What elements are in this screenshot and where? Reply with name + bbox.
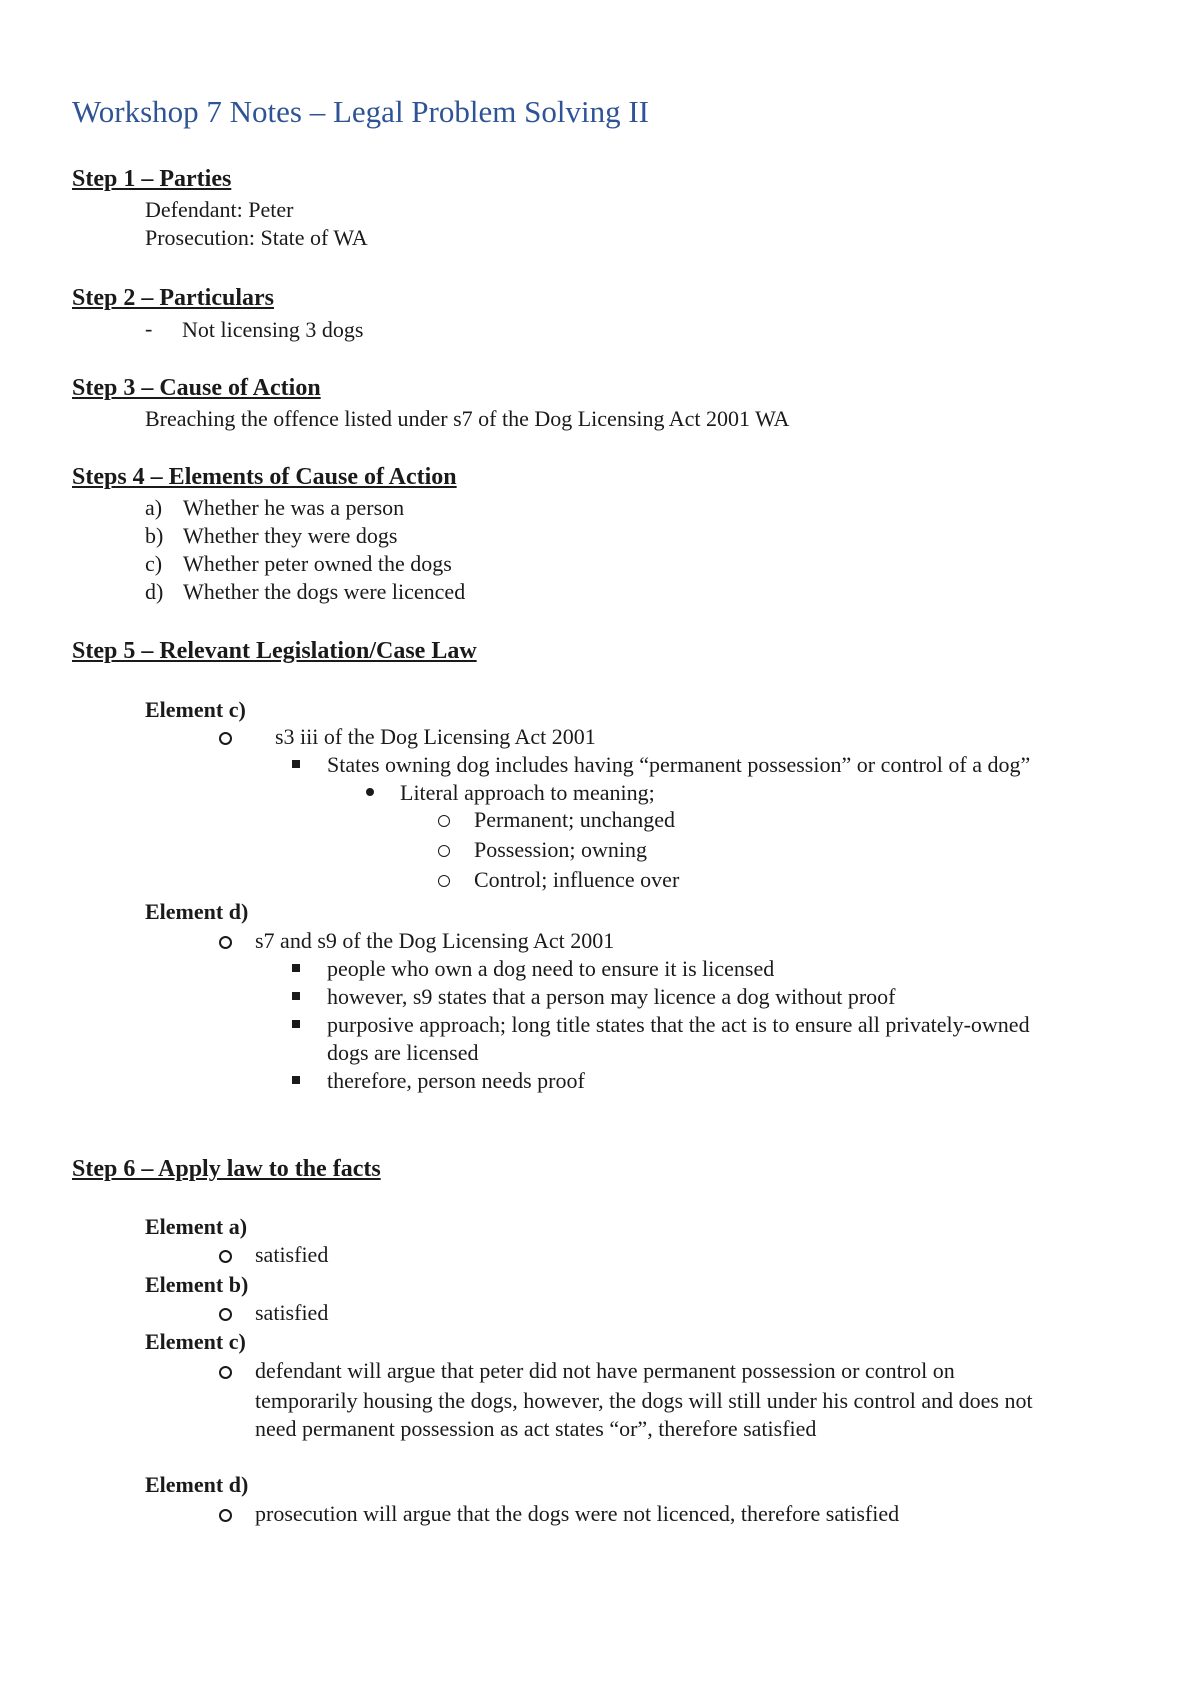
element-d-label: Element d) — [145, 1472, 249, 1497]
square-bullet-icon — [292, 1076, 300, 1084]
step4-heading: Steps 4 – Elements of Cause of Action — [72, 464, 457, 490]
step6-heading: Step 6 – Apply law to the facts — [72, 1156, 381, 1182]
step1-heading: Step 1 – Parties — [72, 166, 232, 192]
element-c-label: Element c) — [145, 697, 246, 722]
section-reference: s7 and s9 of the Dog Licensing Act 2001 — [255, 928, 615, 953]
square-bullet-icon — [292, 992, 300, 1000]
application-line: defendant will argue that peter did not have permanent possession or control on — [255, 1358, 955, 1383]
application-line: need permanent possession as act states “or”, therefore satisfied — [255, 1416, 817, 1441]
defendant-line: Defendant: Peter — [145, 197, 294, 222]
circle-bullet-icon — [219, 732, 232, 745]
meaning-item: Control; influence over — [474, 867, 680, 892]
element-item: Whether they were dogs — [183, 523, 398, 548]
law-point: people who own a dog need to ensure it is licensed — [327, 956, 775, 981]
square-bullet-icon — [292, 964, 300, 972]
law-point: therefore, person needs proof — [327, 1068, 585, 1093]
element-d-result: prosecution will argue that the dogs were not licenced, therefore satisfied — [255, 1501, 900, 1526]
owning-definition: States owning dog includes having “permanent possession” or control of a dog” — [327, 752, 1031, 777]
dot-bullet-icon — [366, 788, 374, 796]
circle-bullet-icon — [219, 936, 232, 949]
circle-bullet-icon — [219, 1509, 232, 1522]
prosecution-line: Prosecution: State of WA — [145, 225, 368, 250]
element-c-label: Element c) — [145, 1329, 246, 1354]
law-point: purposive approach; long title states that the act is to ensure all privately-owned — [327, 1012, 1030, 1037]
hollow-bullet-icon — [438, 875, 450, 887]
element-item: Whether he was a person — [183, 495, 405, 520]
element-item: Whether peter owned the dogs — [183, 551, 452, 576]
section-reference: s3 iii of the Dog Licensing Act 2001 — [275, 724, 596, 749]
element-b-result: satisfied — [255, 1300, 329, 1325]
circle-bullet-icon — [219, 1308, 232, 1321]
element-b-label: Element b) — [145, 1272, 249, 1297]
element-a-result: satisfied — [255, 1242, 329, 1267]
element-marker: b) — [145, 523, 164, 548]
square-bullet-icon — [292, 760, 300, 768]
law-point-continued: dogs are licensed — [327, 1040, 479, 1065]
circle-bullet-icon — [219, 1366, 232, 1379]
element-d-label: Element d) — [145, 899, 249, 924]
square-bullet-icon — [292, 1020, 300, 1028]
hollow-bullet-icon — [438, 845, 450, 857]
step5-heading: Step 5 – Relevant Legislation/Case Law — [72, 638, 477, 664]
element-marker: d) — [145, 579, 164, 604]
element-item: Whether the dogs were licenced — [183, 579, 466, 604]
law-point: however, s9 states that a person may licence a dog without proof — [327, 984, 896, 1009]
meaning-item: Possession; owning — [474, 837, 647, 862]
circle-bullet-icon — [219, 1250, 232, 1263]
dash-bullet: - — [145, 316, 153, 341]
cause-of-action-text: Breaching the offence listed under s7 of the Dog Licensing Act 2001 WA — [145, 406, 790, 431]
document-title: Workshop 7 Notes – Legal Problem Solving II — [72, 94, 649, 129]
element-a-label: Element a) — [145, 1214, 248, 1239]
meaning-item: Permanent; unchanged — [474, 807, 675, 832]
application-line: temporarily housing the dogs, however, the dogs will still under his control and does not — [255, 1388, 1033, 1413]
element-marker: c) — [145, 551, 163, 576]
particulars-item: Not licensing 3 dogs — [182, 317, 364, 342]
literal-approach: Literal approach to meaning; — [400, 780, 655, 805]
hollow-bullet-icon — [438, 815, 450, 827]
step2-heading: Step 2 – Particulars — [72, 285, 274, 311]
element-marker: a) — [145, 495, 163, 520]
step3-heading: Step 3 – Cause of Action — [72, 375, 321, 401]
